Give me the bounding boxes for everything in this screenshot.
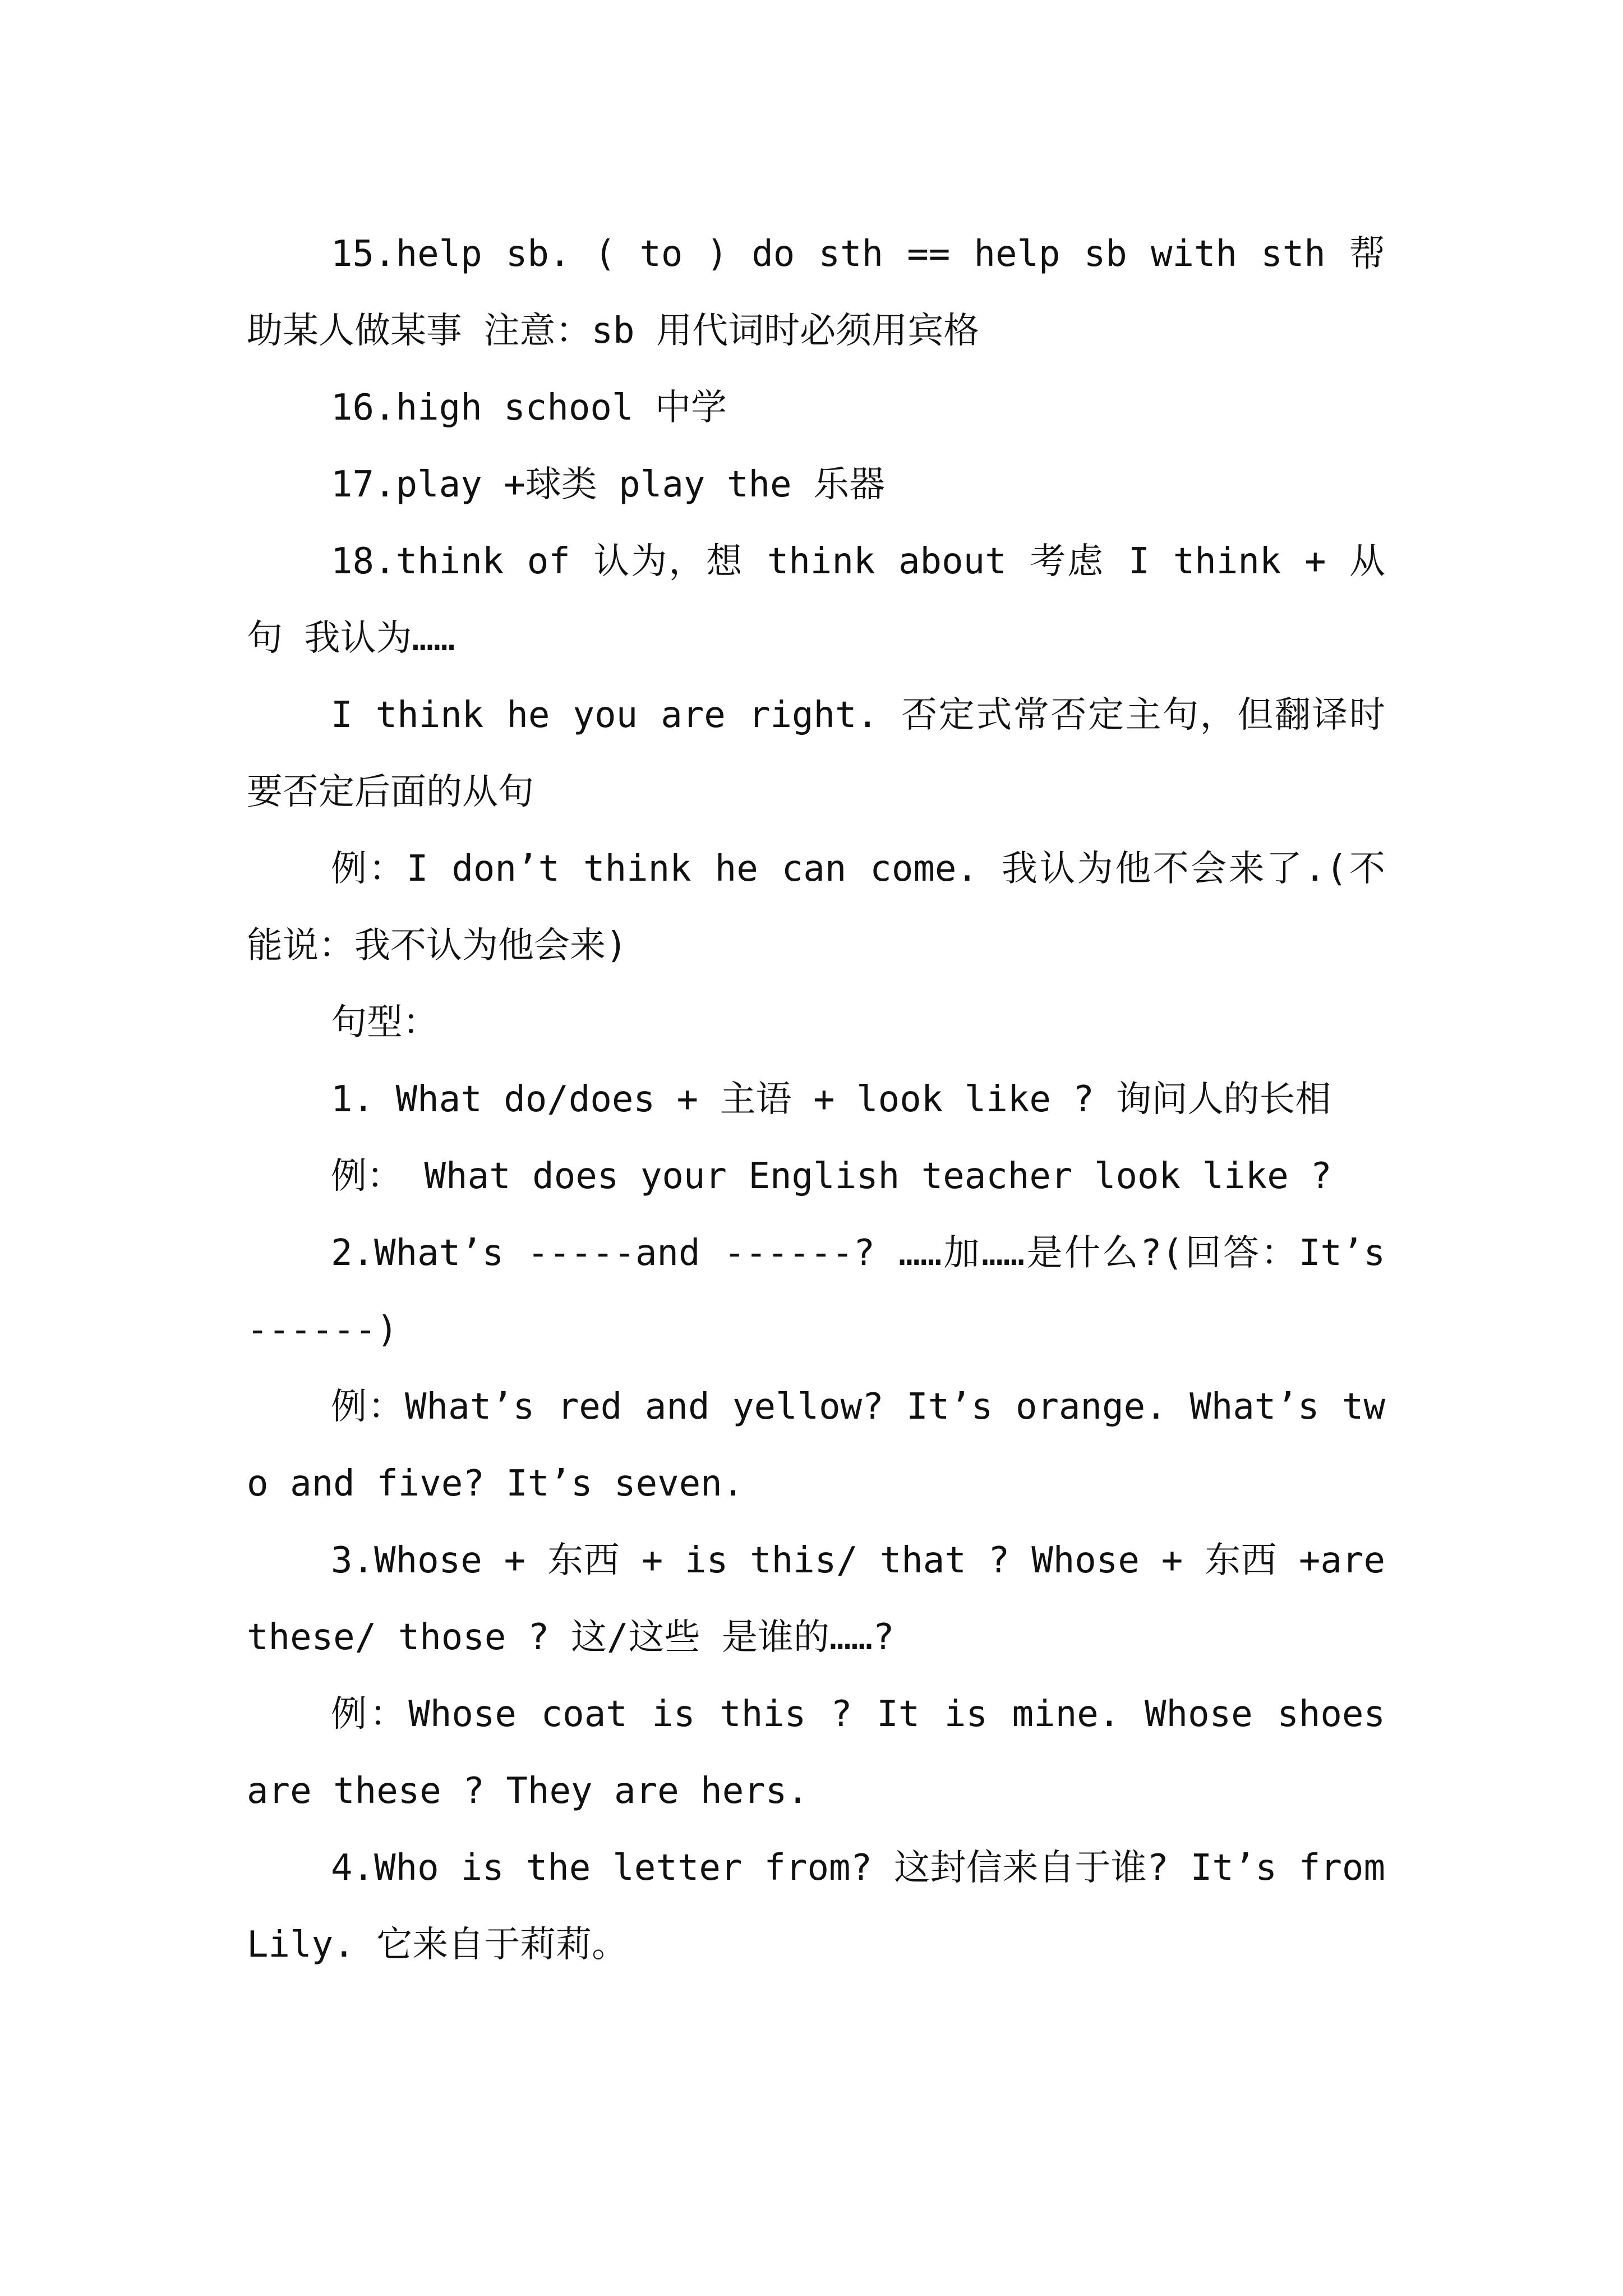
paragraph-look-like: 1. What do/does + 主语 + look like ? 询问人的长相	[331, 1079, 1331, 1120]
paragraph-whats-and: 2.What’s -----and ------? ……加……是什么?(回答：It’s ------)	[247, 1232, 1407, 1351]
paragraph-high-school: 16.high school 中学	[331, 387, 727, 429]
paragraph-example-colors: 例：What’s red and yellow? It’s orange. What’s two and five? It’s seven.	[247, 1386, 1385, 1504]
paragraph-help-sb: 15.help sb. ( to ) do sth == help sb with sth 帮助某人做某事 注意：sb 用代词时必须用宾格	[247, 233, 1385, 352]
paragraph-example-dont-think: 例：I don’t think he can come. 我认为他不会来了.(不能说：我不认为他会来)	[247, 848, 1385, 967]
paragraph-play: 17.play +球类 play the 乐器	[331, 464, 886, 505]
paragraph-think-of: 18.think of 认为，想 think about 考虑 I think + 从句 我认为……	[247, 541, 1385, 659]
paragraph-i-think: I think he you are right. 否定式常否定主句，但翻译时要否定后面的从句	[247, 694, 1385, 813]
section-heading-sentence-patterns: 句型：	[331, 1002, 439, 1043]
paragraph-whose: 3.Whose + 东西 + is this/ that ? Whose + 东西 +are these/ those ? 这/这些 是谁的……?	[247, 1540, 1407, 1658]
document-body	[247, 216, 1407, 1984]
paragraph-example-look-like: 例： What does your English teacher look like ?	[331, 1156, 1332, 1197]
paragraph-example-whose: 例：Whose coat is this ? It is mine. Whose shoes are these ? They are hers.	[247, 1694, 1407, 1812]
paragraph-letter-from: 4.Who is the letter from? 这封信来自于谁? It’s from Lily. 它来自于莉莉。	[247, 1847, 1407, 1966]
